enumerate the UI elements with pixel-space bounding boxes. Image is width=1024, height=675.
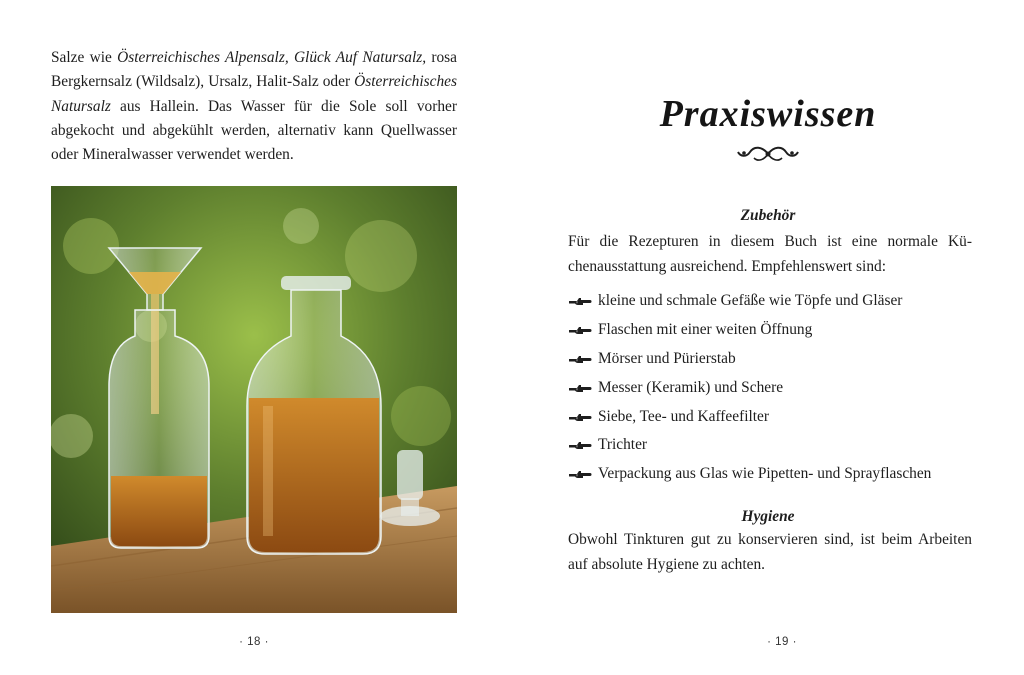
- list-item: [568, 460, 988, 489]
- pointing-hand-icon: [568, 468, 592, 480]
- bottles-photo: [51, 186, 457, 613]
- list-item: [568, 316, 988, 345]
- pointing-hand-icon: [568, 324, 592, 336]
- list-item-label: Siebe, Tee- und Kaffeefilter: [598, 407, 769, 425]
- right-page: [512, 0, 1024, 675]
- scroll-ornament-icon: [736, 144, 800, 164]
- salt-name-italic: Österreichisches Alpensalz, Glück Auf Natursalz,: [117, 49, 427, 66]
- zubehoer-intro: Für die Rezepturen in diesem Buch ist eine normale Küchenausstattung ausreichend. Empfehlenswert sind:: [568, 233, 972, 275]
- pointing-hand-icon: [568, 411, 592, 423]
- list-item: [568, 373, 988, 402]
- page-title: Praxiswissen: [659, 93, 877, 135]
- pointing-hand-icon: [568, 382, 592, 394]
- pointing-hand-icon: [568, 439, 592, 451]
- paragraph-text: rosa Bergkernsalz (Wildsalz), Ursalz, Halit-Salz oder: [51, 49, 457, 91]
- section-heading-hygiene: Hygiene: [741, 508, 795, 525]
- page-number-left: · 18 ·: [239, 636, 269, 648]
- list-item: [568, 287, 988, 316]
- list-item-label: Flaschen mit einer weiten Öffnung: [598, 321, 813, 339]
- pointing-hand-icon: [568, 295, 592, 307]
- intro-paragraph: [51, 46, 457, 167]
- list-item-label: kleine und schmale Gefäße wie Töpfe und Gläser: [598, 292, 903, 310]
- list-item-label: Messer (Keramik) und Schere: [598, 378, 784, 396]
- list-item-label: Verpackung aus Glas wie Pipetten- und Sprayflaschen: [598, 465, 932, 483]
- page-number-right: · 19 ·: [767, 636, 797, 648]
- list-item-label: Trichter: [598, 436, 648, 454]
- paragraph-text: aus Hallein. Das Wasser für die Sole soll vorher abgekocht und abgekühlt werden, alternativ kann Quellwasser oder Mineralwasser verwendet werden.: [51, 97, 457, 164]
- section-heading-zubehoer: Zubehör: [740, 207, 796, 224]
- equipment-list: [568, 287, 988, 489]
- hygiene-text: Obwohl Tinkturen gut zu konservieren sind, ist beim Arbeiten auf absolute Hygiene zu achten.: [568, 531, 972, 573]
- list-item-label: Mörser und Pürierstab: [598, 349, 736, 367]
- list-item: [568, 402, 988, 431]
- list-item: [568, 431, 988, 460]
- list-item: [568, 345, 988, 374]
- paragraph-text: Salze wie: [51, 49, 118, 66]
- bottles-photo-image: [51, 186, 457, 613]
- salt-name-italic: Österreichisches Natursalz: [51, 73, 457, 115]
- pointing-hand-icon: [568, 353, 592, 365]
